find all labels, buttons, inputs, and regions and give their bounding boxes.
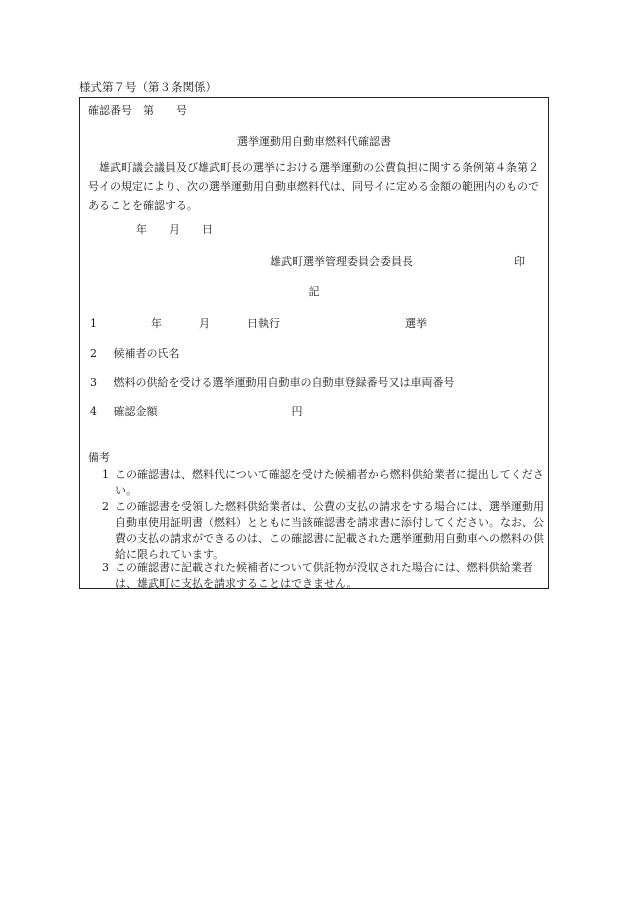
item-number: 3 bbox=[90, 376, 97, 389]
remark-note bbox=[88, 467, 548, 499]
item-confirmed-amount bbox=[90, 405, 303, 419]
item-number: 2 bbox=[90, 347, 97, 360]
item4-unit: 円 bbox=[291, 405, 303, 418]
item1-year-label: 年 bbox=[151, 317, 162, 330]
item1-election-label: 選挙 bbox=[405, 317, 427, 330]
item1-day-label: 日執行 bbox=[247, 317, 280, 330]
remark-number: 3 bbox=[102, 561, 109, 574]
date-day-label: 日 bbox=[202, 223, 213, 236]
remarks-heading: 備考 bbox=[88, 451, 110, 464]
item4-label: 確認金額 bbox=[113, 405, 158, 418]
confirmation-form bbox=[79, 97, 549, 589]
document-title: 選挙運動用自動車燃料代確認書 bbox=[237, 135, 391, 148]
issuer-title: 雄武町選挙管理委員会委員長 bbox=[270, 255, 413, 268]
item1-month-label: 月 bbox=[199, 317, 210, 330]
item-vehicle-number bbox=[90, 376, 455, 390]
item2-label: 候補者の氏名 bbox=[113, 347, 180, 360]
ki-heading: 記 bbox=[308, 285, 320, 298]
remark-text: この確認書を受領した燃料供給業者は、公費の支払の請求をする場合には、選挙運動用自動車使用証明書（燃料）とともに当該確認書を請求書に添付してください。なお、公費の支払の請求ができるのは、この確認書に記載された選挙運動用自動車への燃料の供給に限られています。 bbox=[115, 500, 544, 561]
remark-text: この確認書に記載された候補者について供託物が没収された場合には、燃料供給業者は、雄武町に支払を請求することはできません。 bbox=[115, 561, 533, 590]
body-paragraph: 雄武町議会議員及び雄武町長の選挙における選挙運動の公費負担に関する条例第４条第２号イの規定により、次の選挙運動用自動車燃料代は、同号イに定める金額の範囲内のものであることを確認する。 bbox=[88, 161, 539, 212]
item-candidate-name bbox=[90, 347, 180, 361]
seal-mark: 印 bbox=[514, 255, 525, 268]
confirmation-number: 確認番号 第 号 bbox=[88, 104, 187, 117]
item-number: 4 bbox=[90, 405, 97, 418]
remark-text: この確認書は、燃料代について確認を受けた候補者から燃料供給業者に提出してください。 bbox=[115, 468, 544, 497]
remark-number: 2 bbox=[102, 500, 109, 513]
remark-note bbox=[88, 560, 548, 592]
form-number: 様式第７号（第３条関係） bbox=[79, 80, 217, 94]
date-month-label: 月 bbox=[169, 223, 180, 236]
issue-date bbox=[136, 223, 213, 237]
item3-label: 燃料の供給を受ける選挙運動用自動車の自動車登録番号又は車両番号 bbox=[113, 376, 455, 389]
item-election-date bbox=[90, 317, 427, 331]
remark-note bbox=[88, 499, 548, 563]
remark-number: 1 bbox=[102, 468, 109, 481]
item-number: 1 bbox=[90, 317, 97, 330]
date-year-label: 年 bbox=[136, 223, 147, 236]
